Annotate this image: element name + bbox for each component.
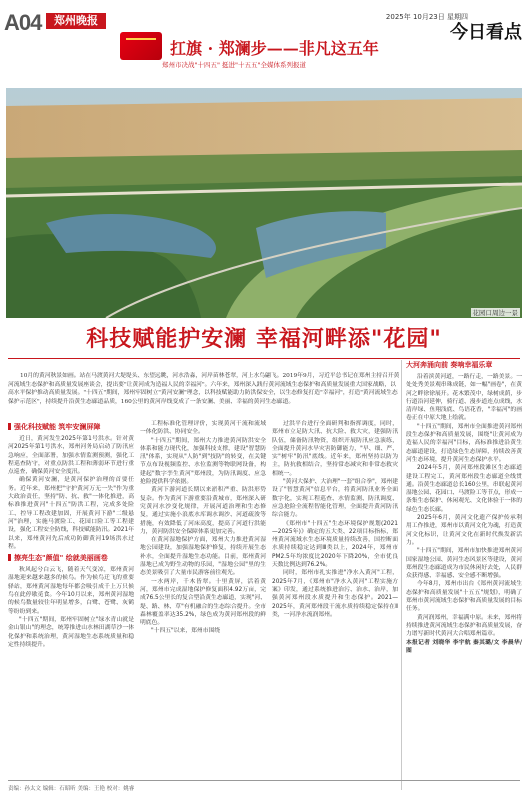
paragraph: "十四五"期间，郑州牢固树立"绿水青山就是金山银山"的理念，统筹推进山水林田湖草沙一体化保护和系统治理，黄河湿地生态系统质量和稳定性持续提升。 xyxy=(8,616,134,648)
paragraph: 沿着滨黄河道，一路行走，一路美景。一处处秀美景观串珠成链，如一幅"画卷"，在黄河之畔徐徐展开。花木繁茂中，绿树成荫，步行道沿河延伸，骑行道、漫步道连点成线，水清岸绿、鱼翔浅底、鸟语花香，"幸福河"的画卷正在中原大地上绘就。 xyxy=(406,374,522,422)
paragraph: 近日，黄河发生2025年第1号洪水。针对黄河2025年第1号洪水，郑州河务局启动了防汛应急响应，全面部署，加强水情监测预测，强化工程巡查防守，对重点防洪工程和薄弱环节进行重点巡查，确保黄河安全度汛。 xyxy=(8,436,134,476)
article-column-1 xyxy=(8,420,134,792)
banner-subtitle: 郑州市决战"十四五" 挺进"十五五"全媒体系列报道 xyxy=(162,61,307,69)
paragraph: 秋风起兮白云飞，随着天气变凉，郑州黄河湿地迎来越来越多的候鸟。作为候鸟迁飞的重要驿站，郑州黄河湿地每年都会吸引成千上万只候鸟在此停歇觅食。今年10月以来，郑州黄河湿地的候鸟数量较往年明显增多，白鹭、苍鹭、灰鹤等纷纷到来。 xyxy=(8,567,134,615)
subheading xyxy=(8,422,134,432)
paragraph: 2025年6月，黄河文化遗产保护传承利用工作推进，郑州市以黄河文化为魂，打造黄河文化标识，让黄河文化在新时代焕发新活力。 xyxy=(406,515,522,546)
paragraph: "十四五"期间，郑州大力推进黄河防洪安全体系和能力现代化，加强科技支撑，建设"智慧防汛"体系，实现从"人防"到"技防"的转变，在关键节点布设视频监控、水位监测等物联网设备，构建起"数字孪生黄河"郑州段，为防汛调度、应急抢险提供科学依据。 xyxy=(140,437,266,486)
paragraph: 同时，郑州市扎实推进"净水入黄河"工程，2025年7月，《郑州市"净水入黄河"工程实施方案》印发，通过系统推进治污、治水、治岸，加强黄河郑州段水质提升和生态保护。2021—2025年，黄河郑州段干流水质持续稳定保持在Ⅱ类，一河净水流润郑州。 xyxy=(272,570,398,618)
article-column-3 xyxy=(272,420,398,792)
paragraph: 工程标准化管理评价，实现黄河干流和流域一体化防洪、协同安全。 xyxy=(140,421,266,436)
series-banner xyxy=(120,30,379,85)
column-divider xyxy=(401,360,402,790)
subheading xyxy=(8,553,134,563)
lead-paragraph: 10月的黄河秋景如画。站在马渡黄河大堤堤头、东望远眺，河水浩淼，河岸苗林苍翠，河上水鸟翩飞。2019年9月，习近平总书记在郑州主持召开黄河流域生态保护和高质量发展座谈会，提出要"让黄河成为造福人民的幸福河"。六年来，郑州深入践行黄河流域生态保护和高质量发展重大国家战略，以高水平保护推动高质量发展。"十四五"期间，郑州牢固树立"黄河安澜"理念，以科技赋能助力防洪保安全，以生态修复打造"幸福河"，打造"黄河流域生态保护示范区"，持续提升沿黄生态廊道品质，160公里的黄河岸线变成了一条安澜、美丽、幸福的黄河生态廊道。 xyxy=(8,373,400,405)
date-line: 2025年 10月23日 星期四 xyxy=(385,13,468,21)
paragraph: 在黄河湿地保护方面，郑州大力推进黄河湿地公园建设，加强湿地保护修复，持续开展生态补水，全面提升湿地生态功能。目前，郑州黄河湿地已成为野生动物的乐园，"湿地公园"里的生态美景吸引了大量市民游客前往观光。 xyxy=(140,537,266,577)
paragraph: "黄河大保护、大治理"一套"组合拳"，郑州建设了"智慧黄河"信息平台，将黄河防汛业务全面数字化，实现工程巡查、水情监测、防汛调度、应急抢险全流程智能化管理，全面提升黄河防汛综合能力。 xyxy=(272,479,398,519)
subheading-bar xyxy=(8,554,11,561)
article-column-2 xyxy=(140,420,266,792)
subheading-bar xyxy=(8,423,11,430)
paragraph: "十四五"期间，郑州市全面推进黄河郑州段生态保护和高质量发展，围绕"让黄河成为造福人民的幸福河"目标，高标准推进沿黄生态廊道建设，打造绿色生态屏障，持续改善黄河生态环境，提升黄河生态保护水平。 xyxy=(406,423,522,463)
aerial-photo-illustration xyxy=(6,88,522,318)
photo-caption: 花园口周边一景 xyxy=(472,309,518,317)
page-number: A04 xyxy=(4,10,42,35)
editor-credits: 责编：孙太文 编辑：石昭昕 美编：王艳 校对：姚睿 xyxy=(8,786,135,792)
byline: 本报记者 刘晓华 李宇航 秦其璐/文 李晨华/图 xyxy=(406,639,522,654)
paragraph: 今年8月，郑州市出台《郑州黄河流域生态保护和高质量发展"十五五"规划》，明确了郑州市黄河流域生态保护和高质量发展的目标任务。 xyxy=(406,581,522,613)
newspaper-logo: 郑州晚报 xyxy=(46,13,106,29)
red-flag-icon xyxy=(120,32,162,60)
paragraph: "十四五"期间，郑州市加快推进郑州黄河国家湿地公园、黄河生态风景区等建设，黄河郑州段生态廊道成为市民休闲好去处，人民群众获得感、幸福感、安全感不断增强。 xyxy=(406,548,522,580)
section-title: 今日看点 xyxy=(450,22,522,43)
paragraph: 黄河润郑州，幸福满中原。未来，郑州将持续推进黄河流域生态保护和高质量发展，奋力谱写新时代黄河大合唱郑州篇章。 xyxy=(406,614,522,638)
paragraph: 一水两岸，千木皆翠。十里黄屏，活着黄河，郑州市完成湿地保护修复面积4.92万亩，完成76.5公里长的复合型沿黄生态廊道，实现"河、堤、路、林、草"有机融合的生态综合提升。全市森林覆盖率达35.2%，绿色成为黄河郑州段的鲜明底色。 xyxy=(140,578,266,627)
paragraph: "十四五"以来，郑州市围绕 xyxy=(151,628,221,635)
article-column-4 xyxy=(406,360,522,770)
paragraph: 黄河下游河道长期以来淤积严重、防洪形势复杂。作为黄河下游重要沿黄城市，郑州深入研究黄河水沙变化规律，开展河道治理和生态修复，通过实施小浪底水库调水调沙、河道疏浚等措施，有效降低了河床高度，提高了河道行洪能力，黄河防洪安全保障体系更加完善。 xyxy=(140,487,266,535)
aerial-photo xyxy=(6,88,522,318)
paragraph: 2024年5月，黄河郑州段滩区生态廊道建设工程完工，黄河郑州段生态廊道全线贯通。沿黄生态廊道总长160公里，串联起黄河湿地公园、花园口、马渡险工等节点，形成一条集生态保护、休闲观光、文化体验于一体的绿色生态长廊。 xyxy=(406,465,522,513)
paragraph: 《郑州市"十四五"生态环境保护规划(2021—2025年)》确定的五大类、22项目标指标，郑州黄河流域水生态环境质量持续改善，国控断面水质持续稳定达到Ⅲ类以上，2024年，郑州市PM2.5年均浓度比2020年下降20%，全市优良天数比例达到76.2%。 xyxy=(272,520,398,569)
paragraph: 确保黄河安澜，是黄河保护治理的首要任务。近年来，郑州把"守护黄河万无一失"作为重大政治责任，坚持"防、抗、救"一体化推进，高标准推进黄河"十四五"防洪工程，完成多处险工、控导工程改建加固，开展黄河下游"二级悬河"治理，实施马渡险工、花园口险工等工程建设，强化工程安全防线，科技赋能防汛。2021年以来，郑州黄河先后成功防御黄河19场洪水过程。 xyxy=(8,477,134,550)
subheading-text: 强化科技赋能 筑牢安澜屏障 xyxy=(14,423,101,431)
subheading-text: 擦亮生态"颜值" 绘就美丽画卷 xyxy=(14,554,108,563)
divider xyxy=(8,780,520,781)
divider xyxy=(8,358,520,359)
banner-title: 扛旗 · 郑澜步——非凡这五年 xyxy=(170,39,379,58)
section-subheading: 大河奔涌向前 奏响幸福乐章 xyxy=(406,361,493,369)
paragraph: 过洪平台进行全面研判和指挥调度，同时，郑州市立足防大汛、抗大险、救大灾，建强防汛队伍，储备防汛物资，组织开展防汛应急演练，全面提升黄河水旱灾害防御能力，"早、细、严、实"树牢"防汛"底线。近年来，郑州坚持以防为主，防抗救相结合，坚持常态减灾和非常态救灾相统一。 xyxy=(272,421,398,477)
headline: 科技赋能护安澜 幸福河畔添"花园" xyxy=(86,326,442,352)
